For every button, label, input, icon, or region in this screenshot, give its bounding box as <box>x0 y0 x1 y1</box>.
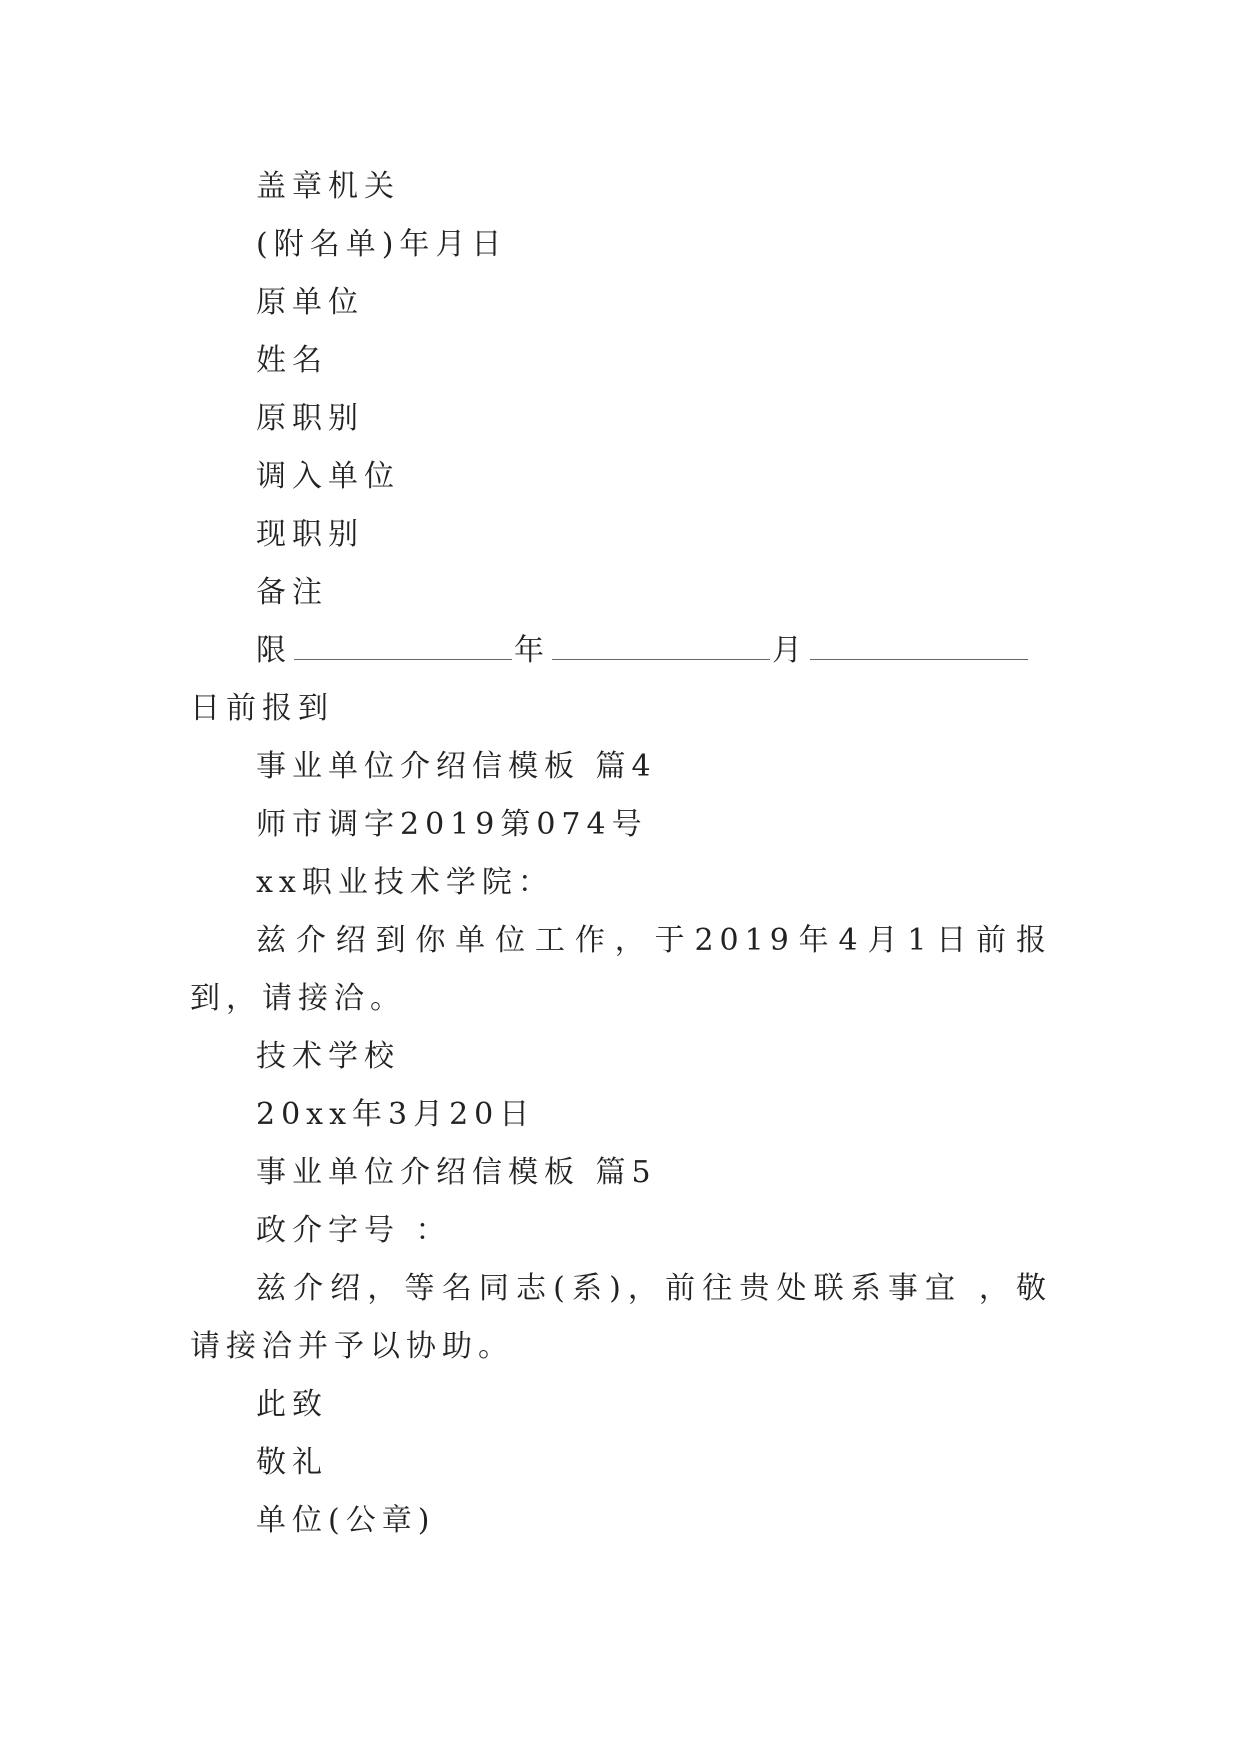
day-blank <box>810 625 1028 660</box>
section4-signer: 技术学校 <box>256 1039 400 1074</box>
text-line-attachment-date: (附名单)年月日 <box>256 227 508 262</box>
text-line-remarks: 备注 <box>256 575 328 610</box>
deadline-year-label: 年 <box>514 633 550 668</box>
text-line-name: 姓名 <box>256 343 328 378</box>
text-line-seal-authority: 盖章机关 <box>256 169 400 204</box>
section5-closing-1: 此致 <box>256 1387 328 1422</box>
section5-doc-number: 政介字号 ： <box>256 1213 452 1248</box>
document-body <box>190 158 1052 1550</box>
section4-body: 兹介绍到你单位工作，于2019年4月1日前报到，请接洽。 <box>190 923 1052 1016</box>
year-blank <box>294 625 512 660</box>
text-line-original-unit: 原单位 <box>256 285 364 320</box>
section5-signer: 单位(公章) <box>256 1503 436 1538</box>
section4-date: 20xx年3月20日 <box>256 1097 536 1132</box>
deadline-suffix: 前报到 <box>226 691 334 726</box>
section4-doc-number: 师市调字2019第074号 <box>256 807 648 842</box>
section5-body: 兹介绍，等名同志(系)，前往贵处联系事宜 ，敬请接洽并予以协助。 <box>190 1271 1052 1364</box>
deadline-month-label: 月 <box>772 633 808 668</box>
section4-heading: 事业单位介绍信模板 篇4 <box>256 749 657 784</box>
deadline-day-label: 日 <box>190 691 226 726</box>
text-line-transfer-unit: 调入单位 <box>256 459 400 494</box>
section5-closing-2: 敬礼 <box>256 1445 328 1480</box>
text-line-current-position: 现职别 <box>256 517 364 552</box>
section5-heading: 事业单位介绍信模板 篇5 <box>256 1155 657 1190</box>
text-line-original-position: 原职别 <box>256 401 364 436</box>
month-blank <box>552 625 770 660</box>
deadline-prefix: 限 <box>256 633 292 668</box>
section4-recipient: xx职业技术学院： <box>256 865 554 900</box>
report-deadline-line <box>190 622 1052 738</box>
